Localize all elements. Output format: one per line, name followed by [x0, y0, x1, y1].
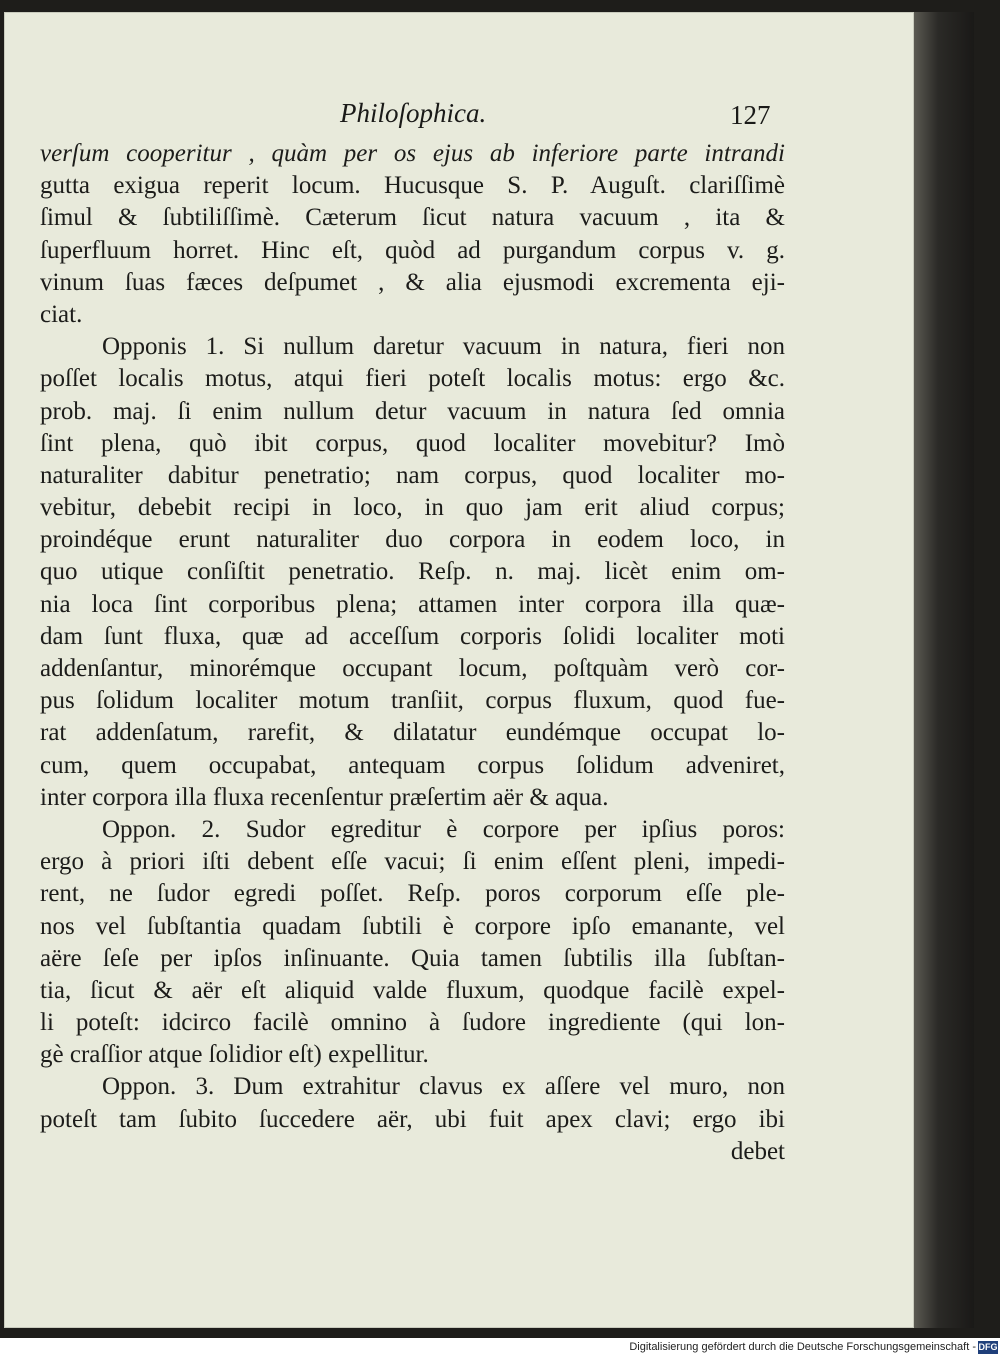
page-header — [40, 92, 870, 132]
text-line: ergo à priori iſti debent eſſe vacui; ſi enim eſſent pleni, impedi- — [40, 848, 785, 876]
page-gutter-shadow — [914, 12, 974, 1328]
footer-bar — [0, 1338, 1000, 1359]
page-number: 127 — [730, 100, 771, 130]
text-line: verſum cooperitur , quàm per os ejus ab inferiore parte intrandi — [40, 140, 785, 167]
text-line: dam ſunt fluxa, quæ ad acceſſum corporis ſolidi localiter moti — [40, 622, 785, 650]
text-line: rat addenſatum, rarefit, & dilatatur eundémque occupat lo- — [40, 719, 785, 747]
text-line: nos vel ſubſtantia quadam ſubtili è corpore ipſo emanante, vel — [40, 912, 785, 940]
text-line: li poteſt: idcirco facilè omnino à ſudore ingrediente (qui lon- — [40, 1009, 785, 1037]
text-line: ciat. — [40, 300, 83, 328]
text-line: inter corpora illa fluxa recenſentur præſertim aër & aqua. — [40, 783, 609, 811]
text-line: Oppon. 3. Dum extrahitur clavus ex aſſere vel muro, non — [102, 1073, 785, 1101]
text-line: prob. maj. ſi enim nullum detur vacuum in natura ſed omnia — [40, 397, 785, 425]
text-line: aëre ſeſe per ipſos inſinuante. Quia tamen ſubtilis illa ſubſtan- — [40, 944, 785, 972]
text-line: vebitur, debebit recipi in loco, in quo jam erit aliud corpus; — [40, 494, 785, 522]
text-line: debet — [730, 1137, 785, 1165]
text-line: ſuperfluum horret. Hinc eſt, quòd ad purgandum corpus v. g. — [40, 236, 785, 264]
text-line: gutta exigua reperit locum. Hucusque S. P. Auguſt. clariſſimè — [40, 172, 785, 200]
text-line: rent, ne ſudor egredi poſſet. Reſp. poros corporum eſſe ple- — [40, 880, 785, 908]
text-line: quo utique conſiſtit penetratio. Reſp. n. maj. licèt enim om- — [40, 558, 785, 586]
body-text — [40, 138, 785, 1168]
dfg-logo: DFG — [978, 1342, 998, 1352]
funding-credit: Digitalisierung gefördert durch die Deutsche Forschungsgemeinschaft - — [629, 1341, 976, 1353]
text-line: poſſet localis motus, atqui fieri poteſt localis motus: ergo &c. — [40, 365, 785, 393]
text-line: gè craſſior atque ſolidior eſt) expellitur. — [40, 1041, 429, 1069]
text-line: Oppon. 2. Sudor egreditur è corpore per ipſius poros: — [102, 815, 785, 843]
text-line: addenſantur, minorémque occupant locum, poſtquàm verò cor- — [40, 655, 785, 682]
text-line: ſint plena, quò ibit corpus, quod localiter movebitur? Imò — [40, 429, 785, 457]
text-line: poteſt tam ſubito ſuccedere aër, ubi fuit apex clavi; ergo ibi — [40, 1105, 785, 1133]
text-line: vinum ſuas fæces deſpumet , & alia ejusmodi excrementa eji- — [40, 268, 785, 296]
text-line: tia, ſicut & aër eſt aliquid valde fluxum, quodque facilè expel- — [40, 976, 785, 1004]
text-line: proindéque erunt naturaliter duo corpora in eodem loco, in — [40, 526, 785, 554]
text-line: cum, quem occupabat, antequam corpus ſolidum adveniret, — [40, 751, 785, 779]
text-line: nia loca ſint corporibus plena; attamen inter corpora illa quæ- — [40, 590, 785, 618]
text-line: pus ſolidum localiter motum tranſiit, corpus fluxum, quod fue- — [40, 687, 785, 715]
text-line: naturaliter dabitur penetratio; nam corpus, quod localiter mo- — [40, 461, 785, 489]
running-head: Philoſophica. — [340, 98, 487, 128]
text-line: Opponis 1. Si nullum daretur vacuum in natura, fieri non — [102, 333, 785, 361]
text-line: ſimul & ſubtiliſſimè. Cæterum ſicut natura vacuum , ita & — [40, 204, 785, 232]
